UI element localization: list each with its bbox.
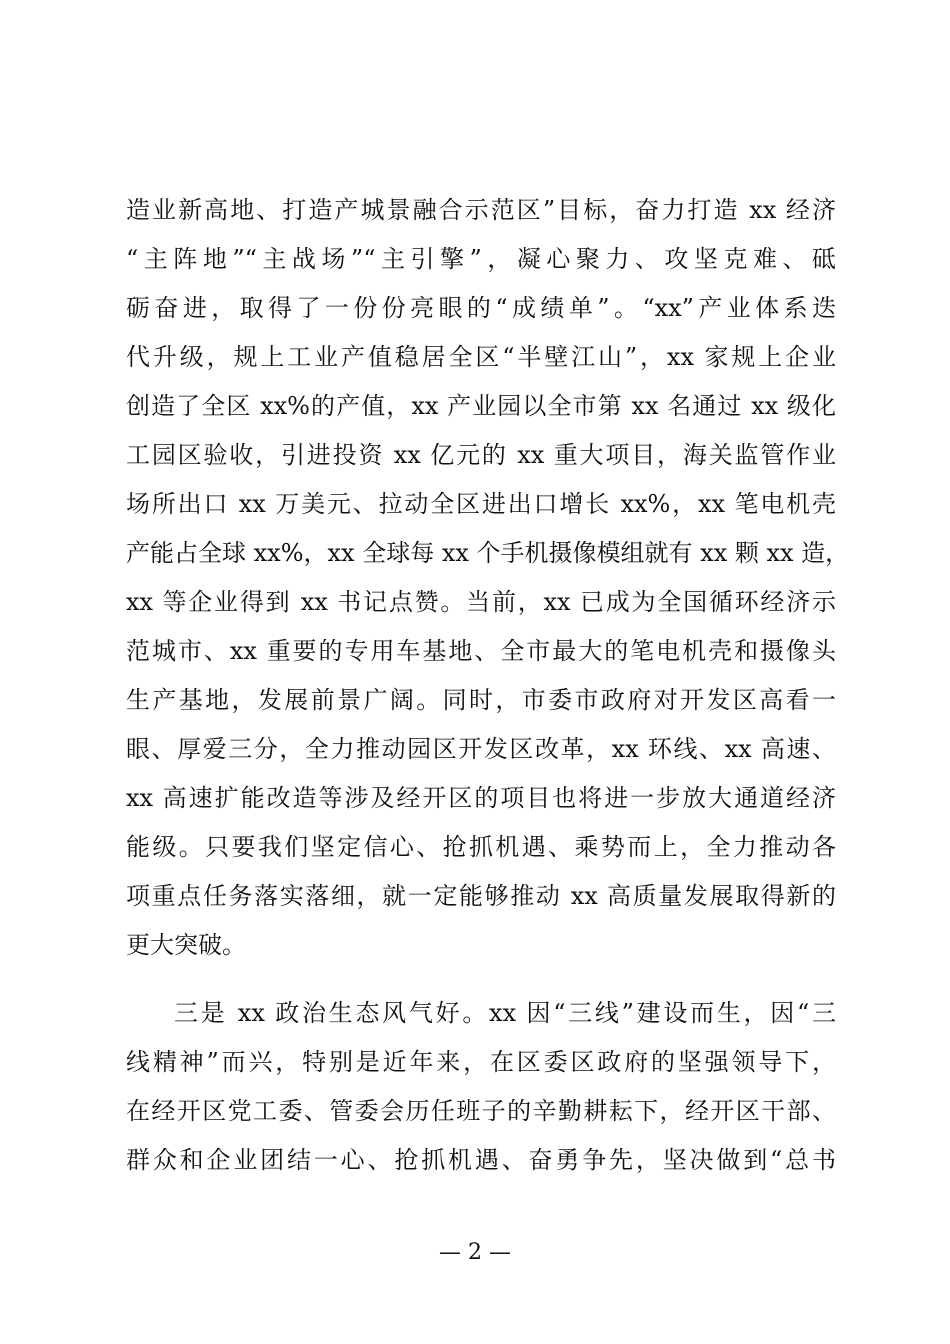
text-line: 工园区验收，引进投资 xx 亿元的 xx 重大项目，海关监管作业 — [126, 441, 836, 469]
paragraph-1 — [126, 186, 850, 970]
text-line: 线精神”而兴，特别是近年来，在区委区政府的坚强领导下， — [126, 1048, 836, 1076]
page-number: — 2 — — [439, 1240, 511, 1265]
text-line: 产能占全球 xx%，xx 全球每 xx 个手机摄像模组就有 xx 颗 xx 造， — [126, 539, 850, 567]
text-line: 砺奋进，取得了一份份亮眼的“成绩单”。“xx”产业体系迭 — [126, 294, 836, 322]
text-line: 更大突破。 — [126, 931, 246, 959]
text-line: 造业新高地、打造产城景融合示范区”目标，奋力打造 xx 经济 — [126, 196, 836, 224]
text-line: 创造了全区 xx%的产值，xx 产业园以全市第 xx 名通过 xx 级化 — [126, 392, 836, 420]
text-line: 能级。只要我们坚定信心、抢抓机遇、乘势而上，全力推动各 — [126, 833, 836, 861]
text-line: 三是 xx 政治生态风气好。xx 因“三线”建设而生，因“三 — [174, 999, 836, 1027]
text-line: 在经开区党工委、管委会历任班子的辛勤耕耘下，经开区干部、 — [126, 1097, 836, 1125]
body-text — [126, 186, 850, 1185]
text-line: 群众和企业团结一心、抢抓机遇、奋勇争先，坚决做到“总书 — [126, 1146, 836, 1174]
text-line: “主阵地”“主战场”“主引擎”，凝心聚力、攻坚克难、砥 — [126, 245, 836, 273]
paragraph-2 — [126, 989, 836, 1185]
text-line: 场所出口 xx 万美元、拉动全区进出口增长 xx%，xx 笔电机壳 — [126, 490, 836, 518]
text-line: 代升级，规上工业产值稳居全区“半壁江山”，xx 家规上企业 — [126, 343, 836, 371]
text-line: xx 等企业得到 xx 书记点赞。当前，xx 已成为全国循环经济示 — [126, 588, 836, 616]
text-line: xx 高速扩能改造等涉及经开区的项目也将进一步放大通道经济 — [126, 784, 836, 812]
text-line: 项重点任务落实落细，就一定能够推动 xx 高质量发展取得新的 — [126, 882, 836, 910]
text-line: 眼、厚爱三分，全力推动园区开发区改革，xx 环线、xx 高速、 — [126, 735, 836, 763]
text-line: 范城市、xx 重要的专用车基地、全市最大的笔电机壳和摄像头 — [126, 637, 836, 665]
paragraph-spacer — [126, 970, 836, 989]
text-line: 生产基地，发展前景广阔。同时，市委市政府对开发区高看一 — [126, 686, 836, 714]
